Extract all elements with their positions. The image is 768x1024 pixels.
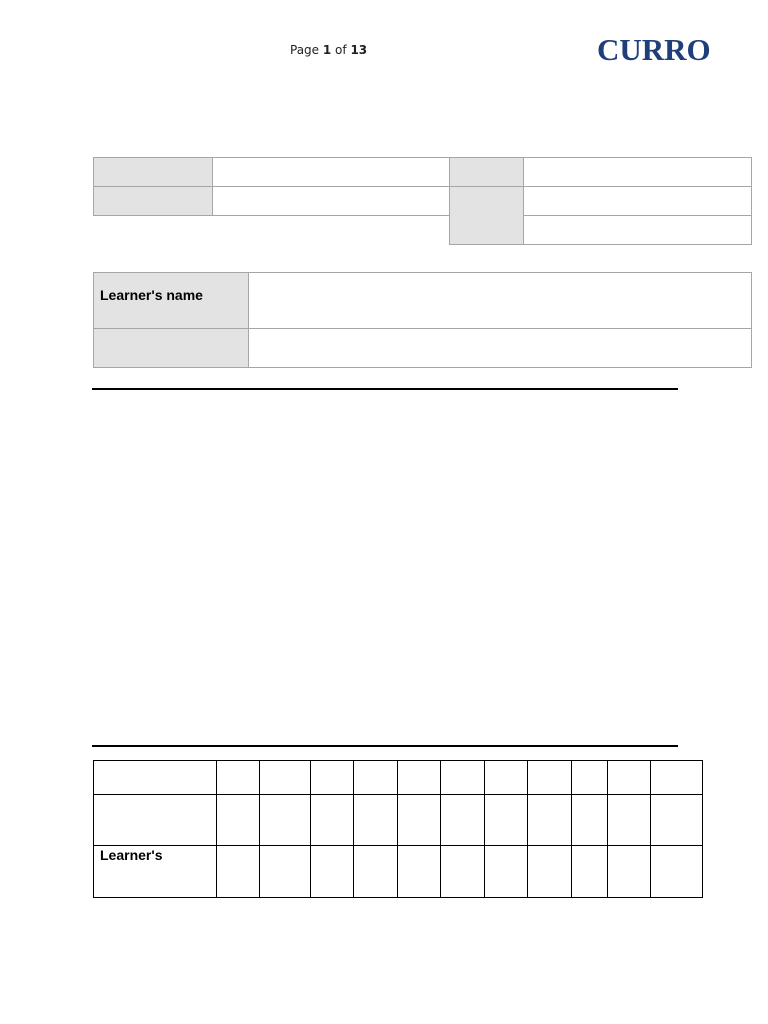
grid-cell[interactable] (484, 794, 528, 846)
grid-cell[interactable] (216, 845, 260, 898)
grid-cell[interactable] (216, 760, 260, 795)
grid-cell[interactable] (353, 794, 398, 846)
grid-cell[interactable] (527, 794, 572, 846)
learner-second-field[interactable] (248, 328, 752, 368)
grid-cell[interactable] (650, 760, 703, 795)
grid-row3-label: Learner's (100, 847, 163, 863)
grid-cell[interactable] (571, 760, 608, 795)
curro-logo: CURRO (597, 32, 711, 67)
grid-cell[interactable] (397, 794, 441, 846)
info-value-cell-3[interactable] (523, 157, 752, 187)
grid-cell[interactable] (607, 794, 651, 846)
learner-name-field[interactable] (248, 272, 752, 329)
grid-cell[interactable] (571, 794, 608, 846)
info-label-cell-4 (449, 186, 524, 245)
grid-cell[interactable] (259, 845, 311, 898)
page-total: 13 (350, 43, 368, 57)
divider-bottom (92, 745, 678, 747)
grid-cell[interactable] (93, 760, 217, 795)
grid-cell[interactable] (353, 845, 398, 898)
page-current: 1 (322, 43, 332, 57)
grid-cell[interactable] (216, 794, 260, 846)
info-label-cell-3 (449, 157, 524, 187)
grid-cell[interactable] (607, 760, 651, 795)
grid-cell[interactable] (484, 845, 528, 898)
grid-cell[interactable] (527, 845, 572, 898)
grid-cell[interactable] (397, 845, 441, 898)
grid-cell[interactable] (397, 760, 441, 795)
grid-cell[interactable] (259, 794, 311, 846)
page-of: of (331, 43, 351, 57)
grid-cell[interactable] (484, 760, 528, 795)
info-value-cell-4[interactable] (523, 186, 752, 216)
grid-cell[interactable] (650, 845, 703, 898)
info-value-cell-5[interactable] (523, 215, 752, 245)
grid-cell[interactable] (571, 845, 608, 898)
info-value-cell-1[interactable] (212, 157, 450, 187)
divider-top (92, 388, 678, 390)
info-value-cell-2[interactable] (212, 186, 450, 216)
learner-name-label: Learner's name (100, 287, 203, 303)
page-prefix: Page (290, 43, 323, 57)
grid-cell[interactable] (353, 760, 398, 795)
grid-cell[interactable] (310, 845, 354, 898)
grid-cell[interactable] (527, 760, 572, 795)
learner-second-label-cell (93, 328, 249, 368)
grid-cell[interactable] (607, 845, 651, 898)
grid-cell[interactable] (440, 845, 485, 898)
grid-cell[interactable] (650, 794, 703, 846)
page-number (290, 43, 367, 57)
info-label-cell-1 (93, 157, 213, 187)
grid-cell[interactable] (93, 794, 217, 846)
grid-cell[interactable] (310, 794, 354, 846)
grid-cell[interactable] (440, 794, 485, 846)
grid-cell[interactable] (440, 760, 485, 795)
grid-cell[interactable] (259, 760, 311, 795)
grid-cell[interactable] (310, 760, 354, 795)
info-label-cell-2 (93, 186, 213, 216)
